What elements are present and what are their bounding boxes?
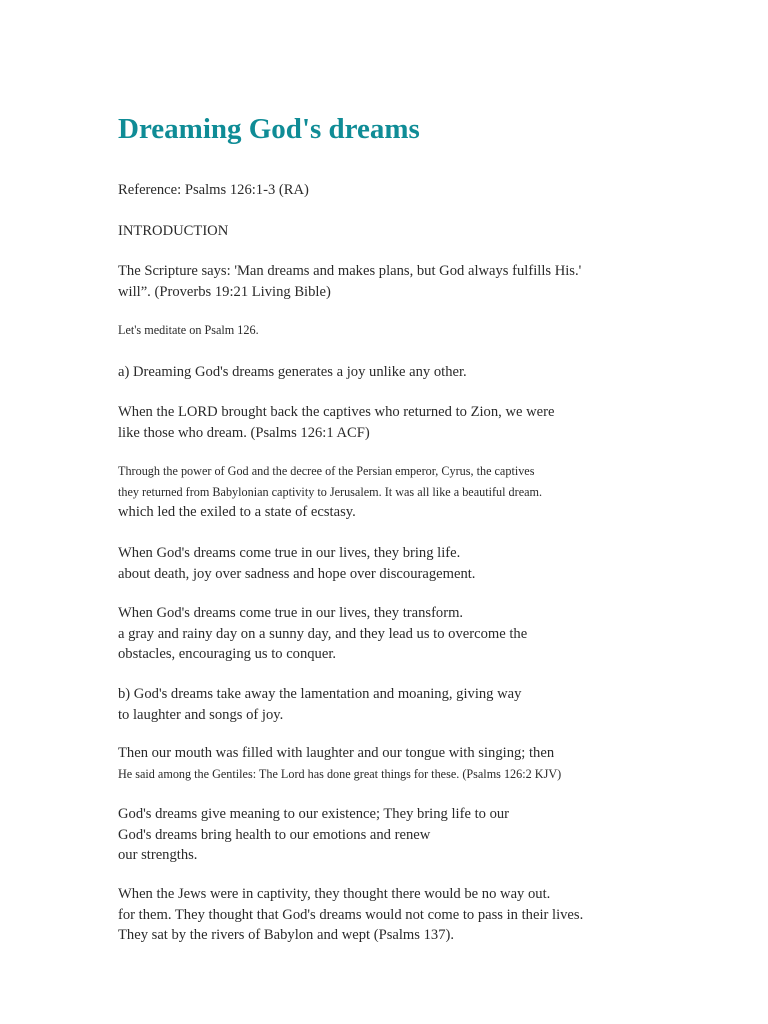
paragraph-line: like those who dream. (Psalms 126:1 ACF)	[118, 424, 370, 441]
paragraph-line: which led the exiled to a state of ecstasy.	[118, 504, 356, 520]
paragraph-captivity	[118, 884, 583, 946]
paragraph-psalm-126-1	[118, 402, 554, 443]
paragraph-line: They sat by the rivers of Babylon and wept (Psalms 137).	[118, 927, 454, 943]
paragraph-line: God's dreams bring health to our emotions and renew	[118, 826, 431, 843]
paragraph-line: Then our mouth was filled with laughter and our tongue with singing; then	[118, 745, 555, 761]
paragraph-line: When the LORD brought back the captives who returned to Zion, we were	[118, 404, 555, 420]
paragraph-line: God's dreams give meaning to our existence; They bring life to our	[118, 806, 510, 822]
paragraph-transform	[118, 603, 527, 665]
paragraph-line: When God's dreams come true in our lives, they bring life.	[118, 545, 461, 561]
paragraph-line: for them. They thought that God's dreams would not come to pass in their lives.	[118, 906, 584, 923]
paragraph-line: The Scripture says: 'Man dreams and makes plans, but God always fulfills His.'	[118, 263, 582, 279]
paragraph-scripture-quote	[118, 261, 581, 302]
paragraph-line: obstacles, encouraging us to conquer.	[118, 646, 337, 662]
paragraph-line: our strengths.	[118, 847, 198, 863]
section-heading	[118, 221, 228, 242]
page-title: Dreaming God's dreams	[118, 113, 420, 145]
paragraph-line: about death, joy over sadness and hope over discouragement.	[118, 565, 476, 582]
paragraph-line: Through the power of God and the decree of the Persian emperor, Cyrus, the captives	[118, 464, 535, 478]
paragraph-line: to laughter and songs of joy.	[118, 706, 284, 723]
paragraph-line: Let's meditate on Psalm 126.	[118, 323, 259, 337]
paragraph-psalm-126-2	[118, 743, 561, 784]
reference-text: Reference: Psalms 126:1-3 (RA)	[118, 182, 309, 198]
paragraph-line: a gray and rainy day on a sunny day, and they lead us to overcome the	[118, 625, 528, 642]
paragraph-line: When the Jews were in captivity, they thought there would be no way out.	[118, 886, 551, 902]
paragraph-line: they returned from Babylonian captivity to Jerusalem. It was all like a beautiful dream.	[118, 484, 543, 499]
paragraph-line: When God's dreams come true in our lives, they transform.	[118, 605, 464, 621]
paragraph-bring-life	[118, 543, 475, 584]
paragraph-line: b) God's dreams take away the lamentation and moaning, giving way	[118, 686, 522, 702]
paragraph-point-a	[118, 362, 467, 383]
introduction-heading: INTRODUCTION	[118, 223, 229, 239]
paragraph-cyrus	[118, 461, 542, 523]
paragraph-line: will”. (Proverbs 19:21 Living Bible)	[118, 283, 331, 300]
paragraph-meditate	[118, 320, 259, 341]
paragraph-meaning	[118, 804, 509, 866]
reference-line	[118, 180, 309, 201]
paragraph-line: a) Dreaming God's dreams generates a joy unlike any other.	[118, 364, 467, 380]
paragraph-point-b	[118, 684, 521, 725]
paragraph-line: He said among the Gentiles: The Lord has done great things for these. (Psalms 126:2 KJV)	[118, 766, 562, 781]
